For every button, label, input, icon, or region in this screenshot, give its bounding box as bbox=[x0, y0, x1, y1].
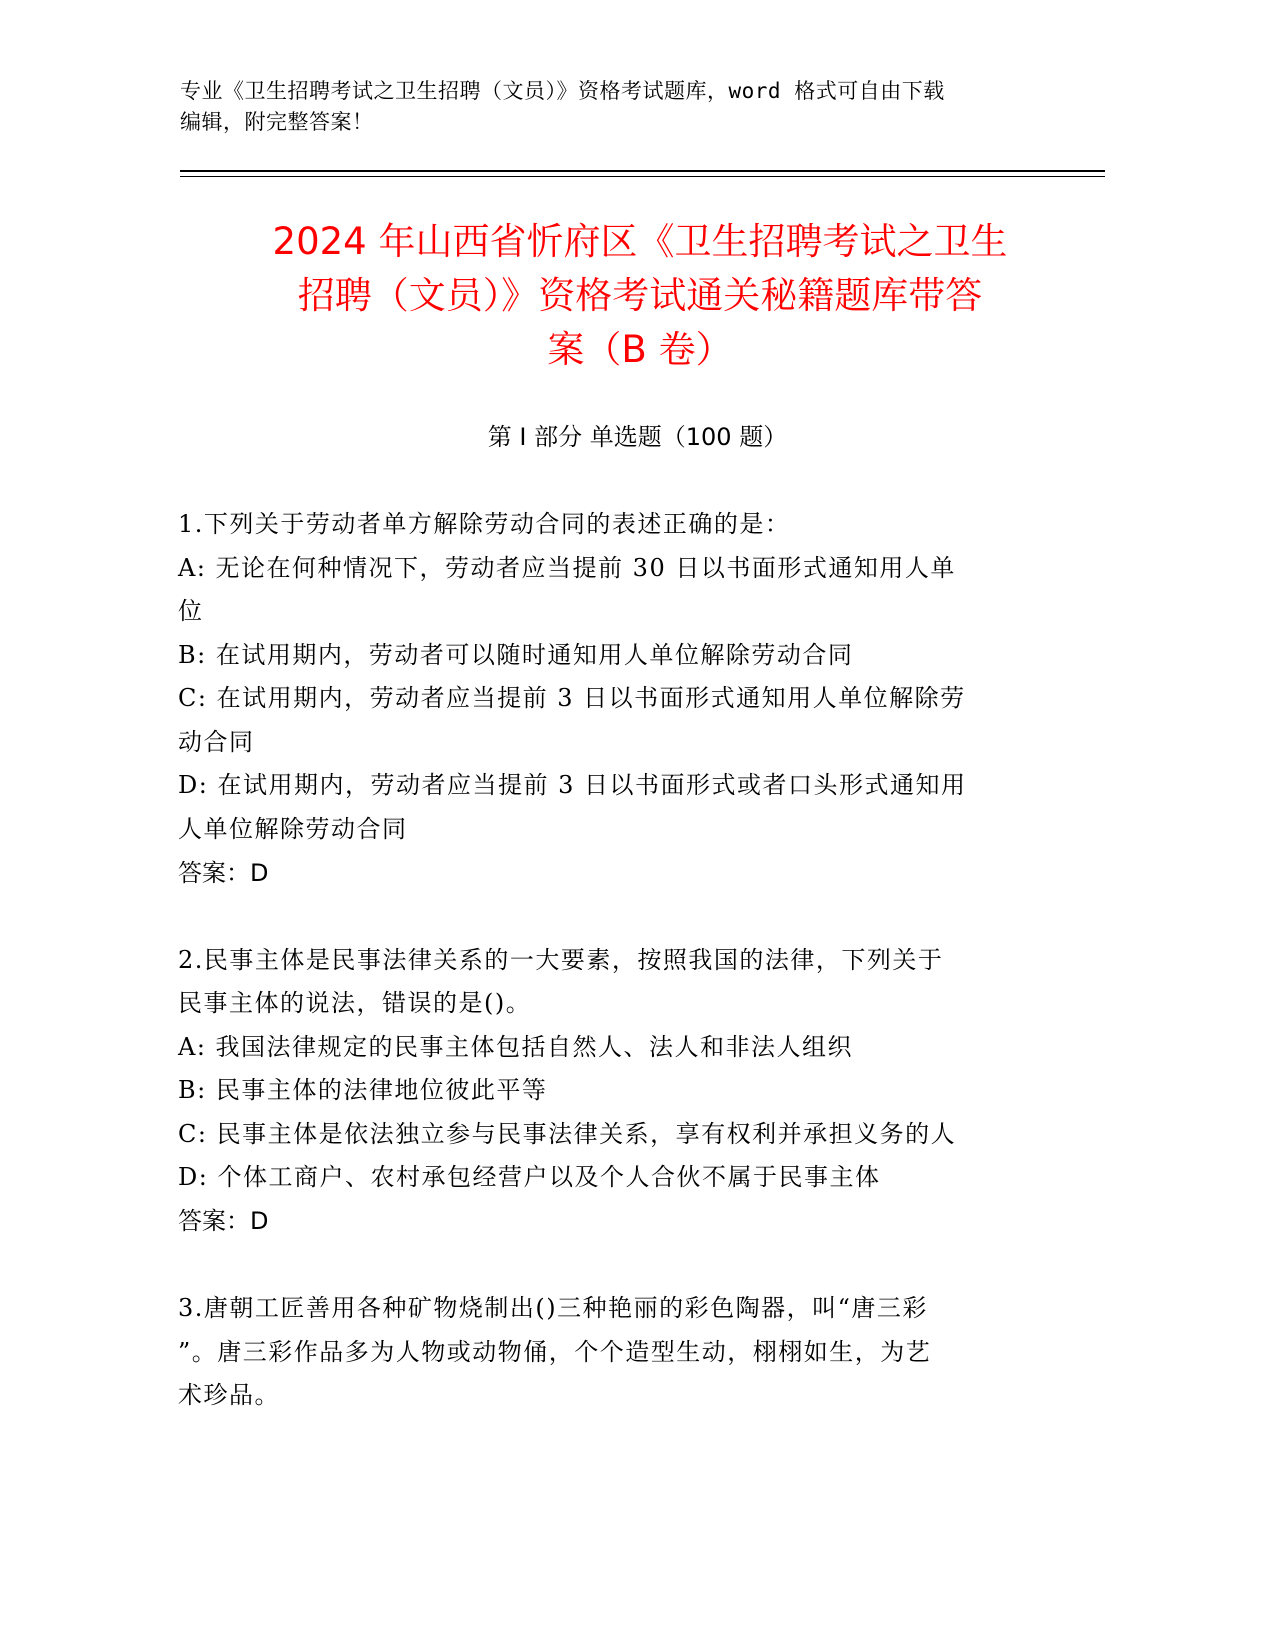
header-note bbox=[180, 76, 1100, 138]
header-note-line: 专业《卫生招聘考试之卫生招聘（文员）》资格考试题库，word 格式可自由下载 bbox=[180, 79, 945, 103]
question-2-answer: 答案：D bbox=[178, 1207, 269, 1235]
document-title bbox=[140, 215, 1140, 377]
header-divider-thick bbox=[180, 170, 1105, 172]
question-1-answer: 答案：D bbox=[178, 859, 269, 887]
title-line: 2024 年山西省忻府区《卫生招聘考试之卫生 bbox=[272, 220, 1008, 263]
title-line: 案（B 卷） bbox=[547, 328, 733, 371]
question-2-option-b: B: 民事主体的法律地位彼此平等 bbox=[178, 1076, 548, 1104]
question-3-stem: 3.唐朝工匠善用各种矿物烧制出()三种艳丽的彩色陶器，叫“唐三彩 bbox=[178, 1294, 928, 1322]
question-1-option-b: B: 在试用期内，劳动者可以随时通知用人单位解除劳动合同 bbox=[178, 641, 854, 669]
question-2-option-d: D: 个体工商户、农村承包经营户以及个人合伙不属于民事主体 bbox=[178, 1163, 881, 1191]
question-2-option-c: C: 民事主体是依法独立参与民事法律关系，享有权利并承担义务的人 bbox=[178, 1120, 957, 1148]
question-1-stem: 1.下列关于劳动者单方解除劳动合同的表述正确的是： bbox=[178, 510, 791, 538]
question-1-option-d: D: 在试用期内，劳动者应当提前 3 日以书面形式或者口头形式通知用 bbox=[178, 771, 967, 799]
question-1-option-d-cont: 人单位解除劳动合同 bbox=[178, 815, 408, 843]
question-2-stem: 2.民事主体是民事法律关系的一大要素，按照我国的法律，下列关于 bbox=[178, 946, 944, 974]
question-3-stem-cont: ”。唐三彩作品多为人物或动物俑，个个造型生动，栩栩如生，为艺 bbox=[178, 1338, 932, 1366]
question-3-stem-cont: 术珍品。 bbox=[178, 1381, 280, 1409]
header-divider-thin bbox=[180, 176, 1105, 177]
section-title: 第 I 部分 单选题（100 题） bbox=[487, 423, 788, 451]
question-1-option-a-cont: 位 bbox=[178, 597, 204, 625]
question-2-option-a: A: 我国法律规定的民事主体包括自然人、法人和非法人组织 bbox=[178, 1033, 854, 1061]
question-1-option-c: C: 在试用期内，劳动者应当提前 3 日以书面形式通知用人单位解除劳 bbox=[178, 684, 966, 712]
question-2-stem-cont: 民事主体的说法，错误的是()。 bbox=[178, 989, 532, 1017]
question-1-option-a: A: 无论在何种情况下，劳动者应当提前 30 日以书面形式通知用人单 bbox=[178, 554, 956, 582]
question-1-option-c-cont: 动合同 bbox=[178, 728, 255, 756]
title-line: 招聘（文员）》资格考试通关秘籍题库带答 bbox=[297, 274, 983, 317]
header-note-line: 编辑，附完整答案！ bbox=[180, 110, 374, 134]
